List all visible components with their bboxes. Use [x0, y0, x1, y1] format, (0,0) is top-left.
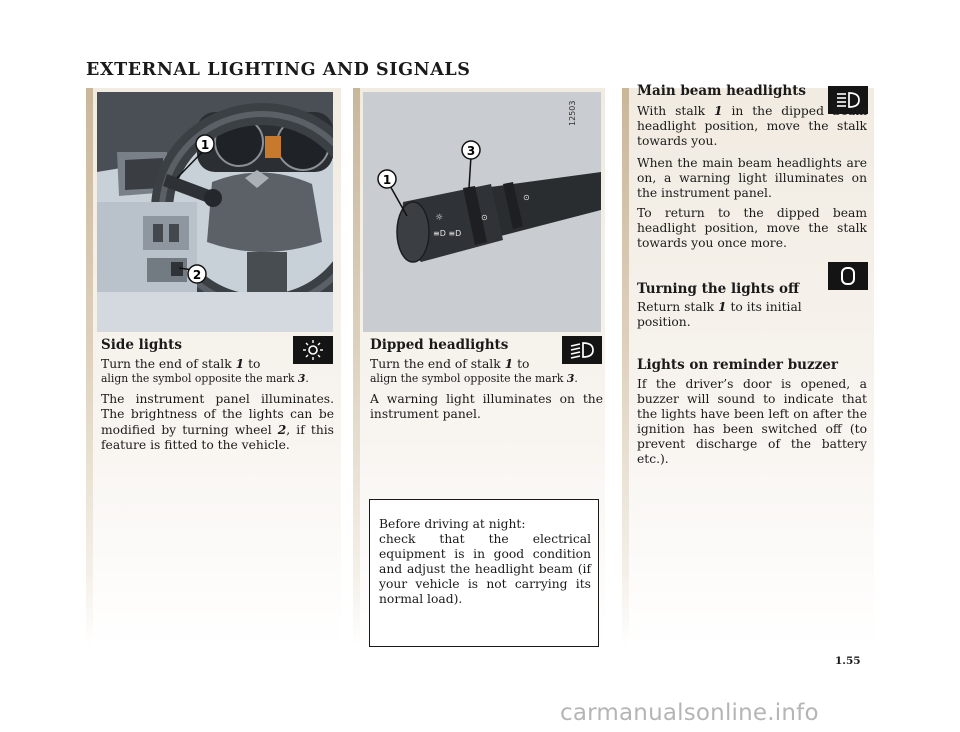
column-3-rule: [622, 88, 629, 648]
stalk-illustration: [363, 92, 601, 332]
dipped-paragraph-1b: align the symbol opposite the mark 3.: [370, 372, 578, 385]
svg-text:≡D ≡D: ≡D ≡D: [433, 229, 462, 238]
dipped-headlights-heading: Dipped headlights: [370, 337, 509, 353]
svg-text:⊙: ⊙: [481, 213, 488, 222]
column-2-rule: [353, 88, 360, 648]
main-beam-paragraph-3: To return to the dipped beam headlight position, move the stalk towards you once more.: [637, 206, 867, 250]
dashboard-illustration: [97, 92, 333, 332]
note-text: Before driving at night: check that the electrical equipment is in good condition and adjust the headlight beam (if your vehicle is not carrying its normal load).: [379, 517, 591, 606]
lights-off-paragraph: Return stalk 1 to its initial position.: [637, 299, 802, 329]
svg-text:⊙: ⊙: [523, 193, 530, 202]
main-beam-paragraph-1: With stalk 1 in the dipped beam headlight position, move the stalk towards you.: [637, 103, 867, 148]
svg-text:☼: ☼: [435, 213, 444, 223]
callout-1-middle: 1: [382, 173, 392, 187]
lights-off-heading: Turning the lights off: [637, 281, 800, 297]
page-number: 1.55: [835, 655, 861, 667]
column-1-rule: [86, 88, 93, 648]
callout-1-left: 1: [200, 138, 210, 152]
figure-code: 12503: [568, 100, 577, 126]
page-title: EXTERNAL LIGHTING AND SIGNALS: [86, 60, 471, 80]
side-lights-paragraph-2: The instrument panel illuminates. The brightness of the lights can be modified by turning wheel 2, if this feature is fitted to the vehicle.: [101, 392, 334, 452]
side-lights-paragraph-1b: align the symbol opposite the mark 3.: [101, 372, 309, 385]
dipped-paragraph-1a: Turn the end of stalk 1 to: [370, 356, 530, 371]
dipped-beam-icon: [562, 336, 602, 364]
buzzer-paragraph: If the driver’s door is opened, a buzzer will sound to indicate that the lights have been left on after the ignition has been switched off (to prevent discharge of the battery etc.).: [637, 377, 867, 466]
main-beam-paragraph-2: When the main beam headlights are on, a warning light illuminates on the instrument panel.: [637, 156, 867, 200]
callout-2-left: 2: [192, 268, 202, 282]
side-lights-paragraph-1a: Turn the end of stalk 1 to: [101, 356, 261, 371]
buzzer-heading: Lights on reminder buzzer: [637, 357, 838, 373]
callout-3-middle: 3: [466, 144, 476, 158]
side-lights-icon: [293, 336, 333, 364]
watermark: carmanualsonline.info: [560, 700, 819, 726]
main-beam-heading: Main beam headlights: [637, 83, 807, 99]
lights-off-icon: [828, 262, 868, 290]
dipped-paragraph-2: A warning light illuminates on the instrument panel.: [370, 392, 603, 421]
side-lights-heading: Side lights: [101, 337, 182, 353]
